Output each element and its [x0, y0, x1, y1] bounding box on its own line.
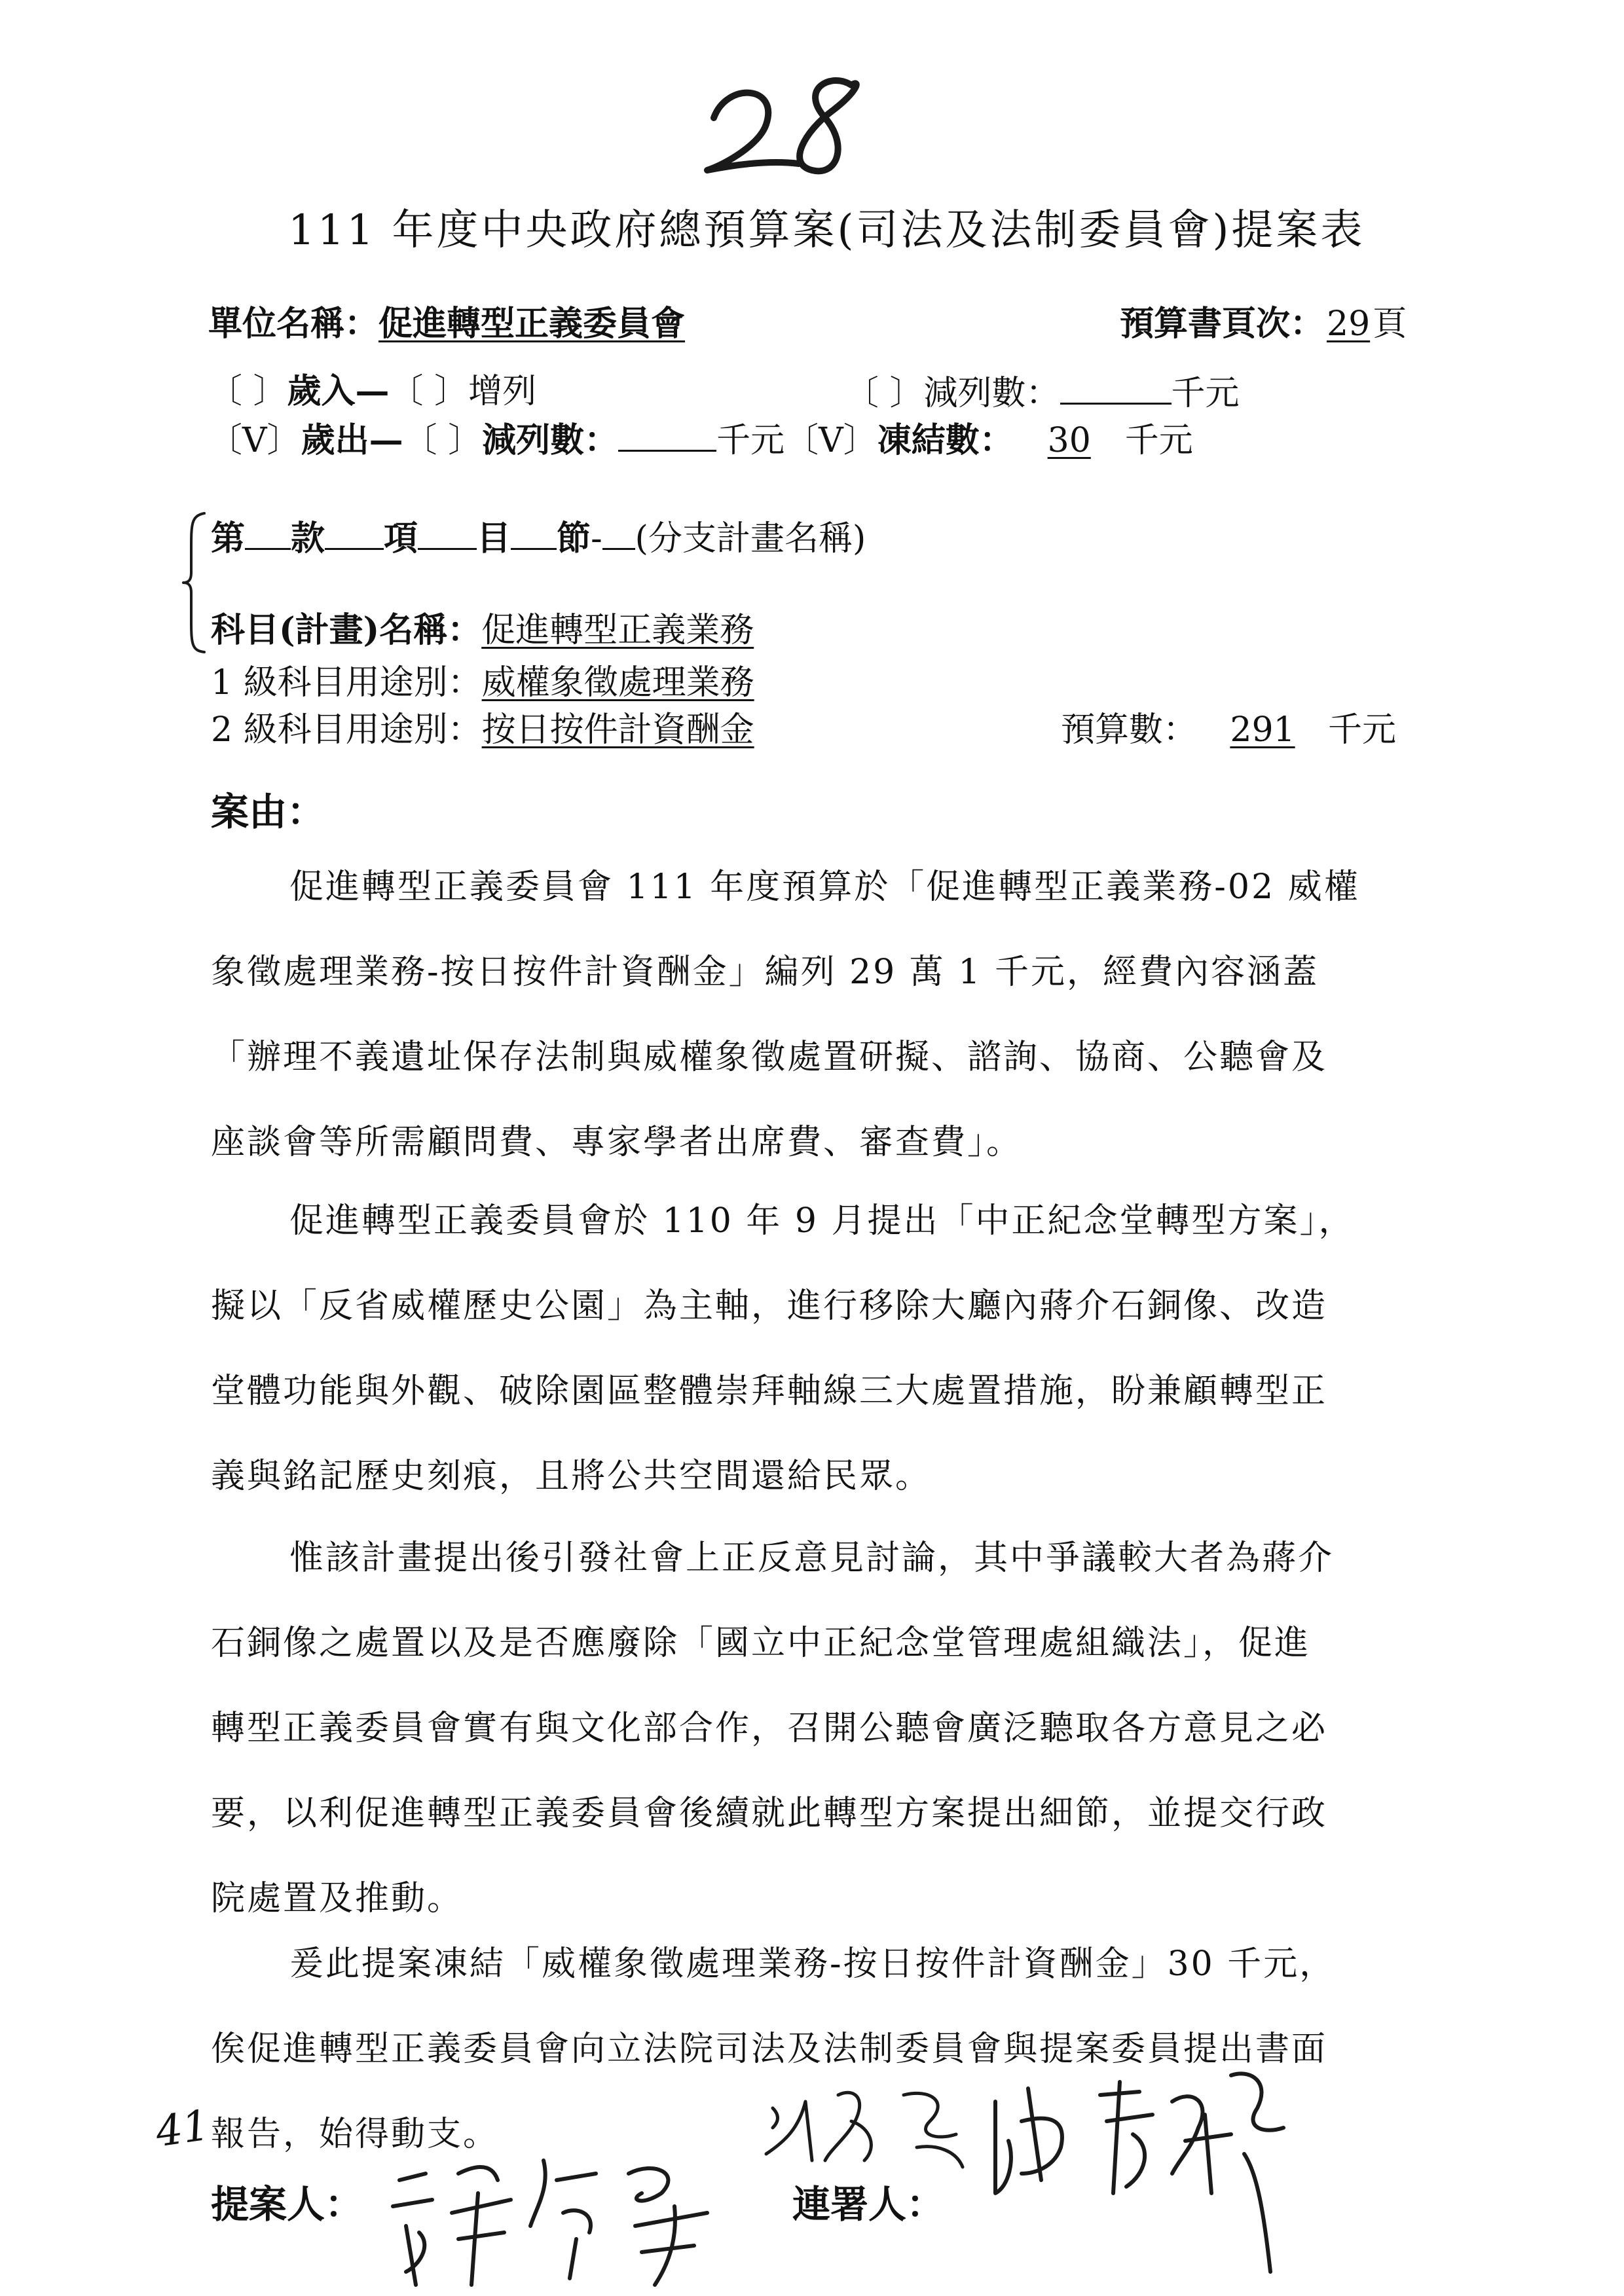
checkbox-row-1-right: [845, 369, 1240, 416]
subject-label: 科目(計畫)名稱：: [211, 610, 482, 650]
freeze-label: 凍結數：: [877, 420, 1014, 460]
checkbox-row-2: [208, 416, 1193, 464]
level2-value: 按日按件計資酬金: [481, 710, 754, 750]
p2-line-3: 堂體功能與外觀、破除園區整體崇拜軸線三大處置措施，盼兼顧轉型正: [211, 1372, 1328, 1411]
reduce-unit-2: 千元: [716, 421, 785, 460]
p2-line-4: 義與銘記歷史刻痕，且將公共空間還給民眾。: [211, 1457, 932, 1496]
checkbox-reduce-1: 〔 〕: [845, 374, 924, 413]
checkbox-row-1: [208, 369, 536, 414]
p3-line-3: 轉型正義委員會實有與文化部合作，召開公聽會廣泛聽取各方意見之必: [211, 1709, 1328, 1748]
handwritten-number-28: [701, 72, 871, 183]
section-kuan: 款: [291, 519, 325, 558]
unit-row: [208, 301, 685, 347]
blank-mu: [511, 514, 557, 550]
section-line: [211, 514, 866, 562]
p4-line-3: 報告，始得動支。: [211, 2115, 500, 2154]
blank-jie: [602, 514, 635, 550]
budget-amount-row: [1061, 707, 1396, 753]
checkbox-reduce-2: 〔 〕: [403, 421, 483, 460]
budget-page-row: [1120, 301, 1407, 347]
checkbox-expense: 〔V〕: [208, 421, 301, 460]
margin-note: 41: [153, 2101, 213, 2157]
add-label: 增列: [468, 372, 537, 411]
signature-proposer: [380, 2134, 747, 2291]
signature-cosigner-2: [982, 2062, 1297, 2278]
level1-row: [211, 660, 822, 706]
p2-line-2: 擬以「反省威權歷史公園」為主軸，進行移除大廳內蔣介石銅像、改造: [211, 1286, 1328, 1326]
section-brace: [182, 511, 208, 655]
freeze-value: 30: [1047, 421, 1091, 460]
reduce-label-1: 減列數：: [923, 374, 1060, 413]
budget-amount-value: 291: [1230, 710, 1295, 750]
p4-line-2: 俟促進轉型正義委員會向立法院司法及法制委員會與提案委員提出書面: [211, 2030, 1328, 2069]
budget-amount-unit: 千元: [1328, 710, 1397, 750]
budget-amount-label: 預算數：: [1061, 710, 1198, 750]
budget-page-label: 預算書頁次：: [1120, 304, 1325, 344]
page-title: 111 年度中央政府總預算案(司法及法制委員會)提案表: [288, 206, 1365, 255]
cosigner-label: 連署人：: [792, 2182, 945, 2227]
blank-xiang: [418, 514, 477, 550]
level1-value: 威權象徵處理業務: [481, 663, 754, 702]
p4-line-1: 爰此提案凍結「威權象徵處理業務-按日按件計資酬金」30 千元，: [289, 1944, 1336, 1984]
p1-line-3: 「辦理不義遺址保存法制與威權象徵處置研擬、諮詢、協商、公聽會及: [211, 1038, 1328, 1077]
level2-label: 2 級科目用途別：: [211, 710, 482, 750]
p3-line-2: 石銅像之處置以及是否應廢除「國立中正紀念堂管理處組織法」，促進: [211, 1624, 1311, 1663]
p3-line-5: 院處置及推動。: [211, 1879, 464, 1918]
checkbox-freeze: 〔V〕: [784, 421, 877, 460]
freeze-unit: 千元: [1124, 421, 1193, 460]
budget-page-suffix: 頁: [1373, 304, 1407, 344]
p3-line-1: 惟該計畫提出後引發社會上正反意見討論，其中爭議較大者為蔣介: [289, 1539, 1335, 1578]
reason-heading: 案由：: [211, 790, 325, 834]
checkbox-add: 〔 〕: [389, 372, 469, 411]
income-label: 歲入—: [287, 371, 390, 411]
unit-label: 單位名稱：: [208, 304, 379, 344]
level1-label: 1 級科目用途別：: [211, 663, 482, 702]
section-subtitle: (分支計畫名稱): [635, 519, 866, 558]
p2-line-1: 促進轉型正義委員會於 110 年 9 月提出「中正紀念堂轉型方案」，: [289, 1201, 1355, 1241]
p1-line-2: 象徵處理業務-按日按件計資酬金」編列 29 萬 1 千元，經費內容涵蓋: [211, 953, 1319, 992]
section-dash: -: [591, 519, 602, 558]
reduce-unit-1: 千元: [1171, 374, 1240, 413]
paragraph-3: [211, 1535, 1334, 1961]
level2-row: [211, 707, 822, 753]
signature-cosigner-1: [760, 2082, 976, 2174]
paragraph-1: [211, 864, 1360, 1205]
unit-value: 促進轉型正義委員會: [378, 304, 686, 344]
blank-di: [245, 514, 291, 550]
blank-kuan: [325, 514, 384, 550]
reduce-blank-1: [1060, 369, 1172, 405]
subject-value: 促進轉型正義業務: [481, 611, 754, 650]
section-jie: 節: [557, 519, 591, 558]
p1-line-1: 促進轉型正義委員會 111 年度預算於「促進轉型正義業務-02 威權: [289, 867, 1360, 907]
checkbox-income: 〔 〕: [208, 372, 287, 411]
p3-line-4: 要，以利促進轉型正義委員會後續就此轉型方案提出細節，並提交行政: [211, 1794, 1328, 1833]
section-mu: 目: [477, 519, 511, 558]
paragraph-2: [211, 1198, 1354, 1539]
section-xiang: 項: [384, 519, 418, 558]
proposer-label: 提案人：: [211, 2182, 363, 2227]
expense-label: 歲出—: [301, 420, 403, 460]
section-di: 第: [211, 519, 246, 558]
p1-line-4: 座談會等所需顧問費、專家學者出席費、審查費」。: [211, 1123, 1023, 1162]
reduce-blank-2: [618, 416, 716, 452]
budget-page-value: 29: [1327, 304, 1371, 344]
reduce-label-2: 減列數：: [482, 420, 619, 460]
subject-row: [211, 608, 835, 653]
